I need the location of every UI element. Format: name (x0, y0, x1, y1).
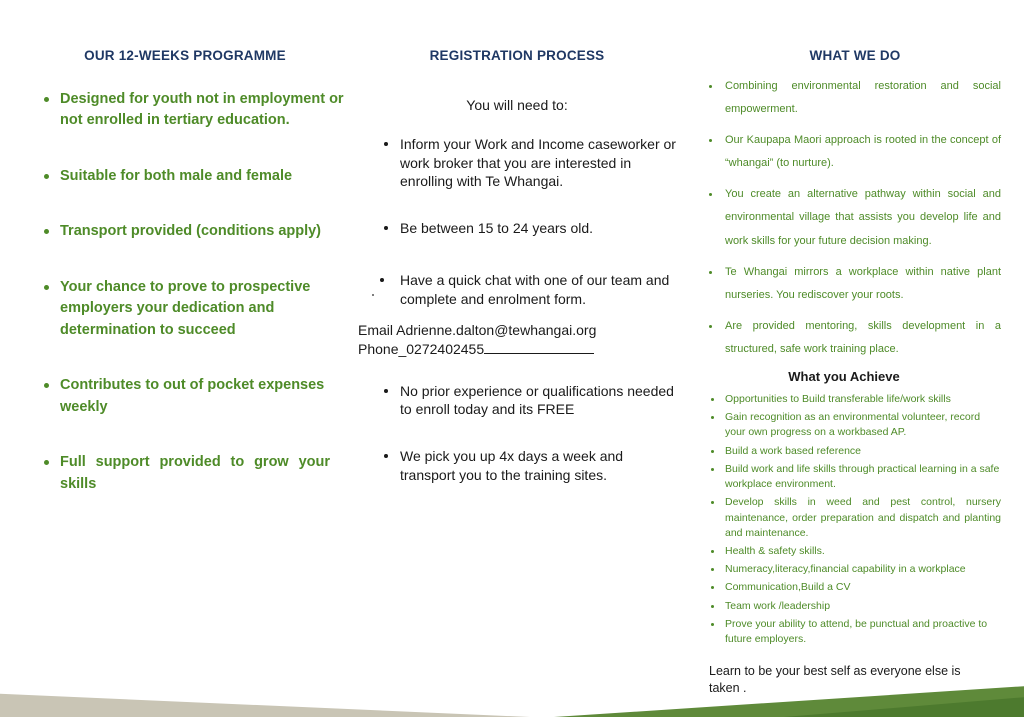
stray-dot (372, 294, 374, 296)
list-item: Te Whangai mirrors a workplace within native plant nurseries. You rediscover your roots. (695, 261, 1015, 307)
list-item: Designed for youth not in employment or not enrolled in tertiary education. (20, 89, 350, 132)
programme-list (20, 89, 350, 495)
column-what-we-do (695, 0, 1015, 717)
programme-title: OUR 12-WEEKS PROGRAMME (84, 48, 286, 63)
list-item: Gain recognition as an environmental volunteer, record your own progress on a workbased AP. (695, 410, 1015, 440)
contact-email: Email Adrienne.dalton@tewhangai.org (358, 321, 597, 338)
registration-title: REGISTRATION PROCESS (429, 48, 605, 63)
what-you-achieve-list (695, 392, 1015, 647)
column-registration (352, 0, 682, 717)
list-item: Prove your ability to attend, be punctual and proactive to future employers. (695, 617, 1015, 647)
list-item: Our Kaupapa Maori approach is rooted in the concept of “whangai” (to nurture). (695, 129, 1015, 175)
what-we-do-title: WHAT WE DO (809, 48, 901, 63)
list-item: Are provided mentoring, skills development in a structured, safe work training place. (695, 315, 1015, 361)
list-item: Transport provided (conditions apply) (20, 221, 350, 242)
what-you-achieve-title: What you Achieve (788, 369, 900, 385)
list-item: Communication,Build a CV (695, 580, 1015, 595)
registration-chat-item (352, 271, 682, 308)
registration-chat-text: Have a quick chat with one of our team and complete and enrolment form. (400, 272, 670, 308)
list-item: Develop skills in weed and pest control, nursery maintenance, order preparation and dispatch and planting and maintenance. (695, 495, 1015, 541)
contact-phone (358, 340, 682, 360)
list-item: Build work and life skills through practical learning in a safe workplace environment. (695, 462, 1015, 492)
list-item: Contributes to out of pocket expenses weekly (20, 375, 350, 418)
list-item: Build a work based reference (695, 444, 1015, 459)
list-item: Numeracy,literacy,financial capability in a workplace (695, 562, 1015, 577)
column-programme (20, 0, 350, 717)
list-item: Health & safety skills. (695, 544, 1015, 559)
list-item: Opportunities to Build transferable life/work skills (695, 392, 1015, 407)
list-item: No prior experience or qualifications needed to enroll today and its FREE (352, 382, 682, 419)
list-item: Full support provided to grow your skills (20, 452, 350, 495)
contact-block (358, 321, 682, 360)
closing-statement: Learn to be your best self as everyone else is taken . (709, 664, 961, 696)
what-we-do-list (695, 75, 1015, 361)
list-item: You create an alternative pathway within social and environmental village that assists you develop life and work skills for your future decision making. (695, 183, 1015, 252)
contact-phone-text: Phone_0272402455 (358, 341, 485, 358)
list-item: Inform your Work and Income caseworker or work broker that you are interested in enrolling with Te Whangai. (352, 135, 682, 191)
registration-list-tail (352, 382, 682, 484)
phone-blank-underline (484, 353, 594, 354)
list-item: Be between 15 to 24 years old. (352, 219, 682, 238)
registration-lead: You will need to: (466, 97, 568, 113)
list-item: Suitable for both male and female (20, 166, 350, 187)
list-item: Team work /leadership (695, 599, 1015, 614)
registration-list (352, 135, 682, 237)
list-item: We pick you up 4x days a week and transport you to the training sites. (352, 447, 682, 484)
list-item: Your chance to prove to prospective employers your dedication and determination to succeed (20, 277, 350, 341)
list-item: Combining environmental restoration and social empowerment. (695, 75, 1015, 121)
